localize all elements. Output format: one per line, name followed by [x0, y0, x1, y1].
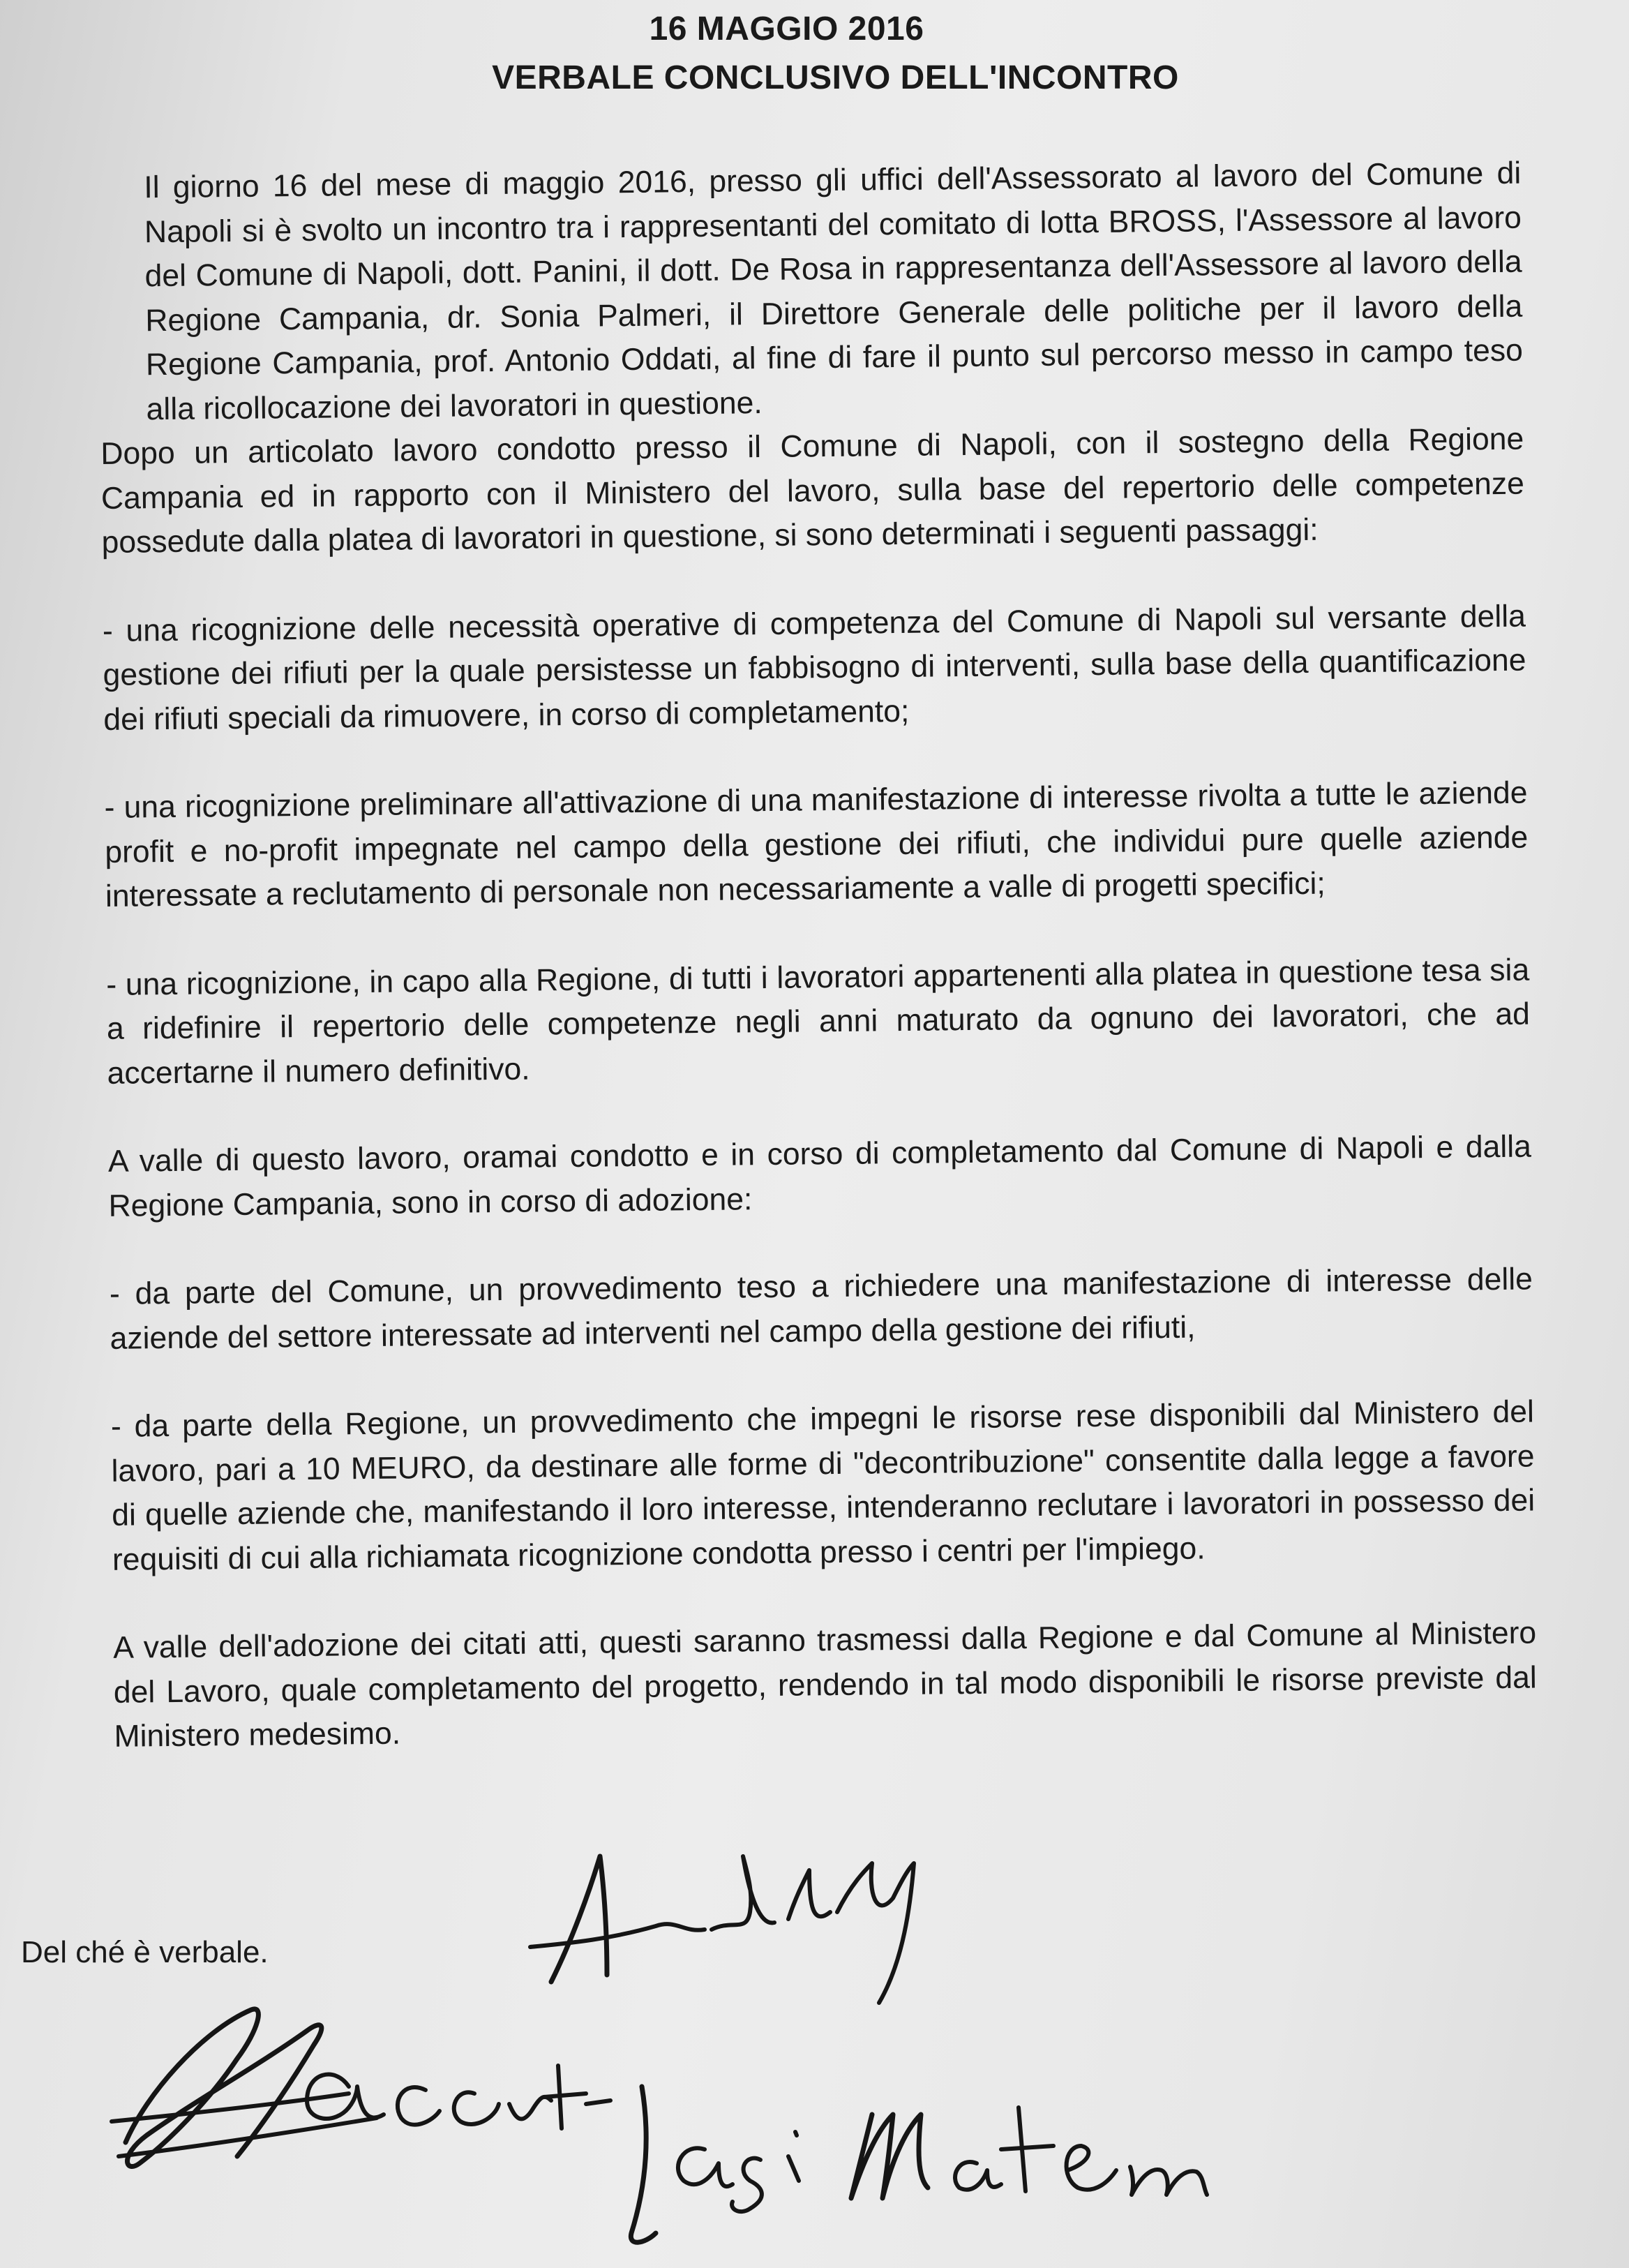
paragraph-intro: Il giorno 16 del mese di maggio 2016, presso gli uffici dell'Assessorato al lavoro del Comune di Napoli si è svolto un incontro tra i rappresentanti del comitato di lotta BROSS, l'Assessore al lavoro del Comune di Napoli, dott. Panini, il dott. De Rosa in rappresentanza dell'Assessore al lavoro della Regione Campania, dr. Sonia Palmeri, il Direttore Generale delle politiche per il lavoro della Regione Campania, prof. Antonio Oddati, al fine di fare il punto sul percorso messo in campo teso alla ricollocazione dei lavoratori in questione. — [144, 156, 1524, 426]
signature-top — [502, 1842, 1005, 2024]
list-item-region-measure: - da parte della Regione, un provvedimento che impegni le risorse rese disponibili dal Ministero del lavoro, pari a 10 MEURO, da destinare alle forme di "decontribuzione" consentite dalla legge a favore di quelle aziende che, manifestando il loro interesse, intenderanno reclutare i lavoratori in possesso dei requisiti di cui alla richiamata ricognizione condotta presso i centri per l'impiego. — [110, 1394, 1536, 1577]
paragraph-adoption: A valle di questo lavoro, oramai condotto e in corso di completamento dal Comune di Napoli e dalla Regione Campania, sono in corso di adozione: — [107, 1129, 1532, 1223]
document-title: VERBALE CONCLUSIVO DELL'INCONTRO — [492, 59, 1179, 96]
document-date: 16 MAGGIO 2016 — [649, 10, 924, 47]
list-item-waste-needs: - una ricognizione delle necessità operative di competenza del Comune di Napoli sul versante della gestione dei rifiuti per la quale persistesse un fabbisogno di interventi, sulla base della quantificazione dei rifiuti speciali da rimuovere, in corso di completamento; — [102, 599, 1526, 737]
closing-statement: Del ché è verbale. — [21, 1935, 269, 1969]
signature-bottom — [600, 2066, 1228, 2268]
list-item-municipality-measure: - da parte del Comune, un provvedimento teso a richiedere una manifestazione di interesse delle aziende del settore interessate ad interventi nel campo della gestione dei rifiuti, — [109, 1262, 1533, 1356]
list-item-workers-survey: - una ricognizione, in capo alla Regione, di tutti i lavoratori appartenenti alla platea in questione tesa sia a ridefinire il repertorio delle competenze negli anni maturato da ognuno dei lavoratori, che ad accertarne il numero definitivo. — [106, 953, 1531, 1091]
paragraph-context: Dopo un articolato lavoro condotto presso il Comune di Napoli, con il sostegno della Regione Campania ed in rapporto con il Ministero del lavoro, sulla base del repertorio delle competenze possedute dalla platea di lavoratori in questione, si sono determinati i seguenti passaggi: — [100, 421, 1525, 560]
paragraph-transmission: A valle dell'adozione dei citati atti, questi saranno trasmessi dalla Regione e dal Comune al Ministero del Lavoro, quale completamento del progetto, rendendo in tal modo disponibili le risorse previste dal Ministero medesimo. — [112, 1616, 1538, 1754]
list-item-expression-of-interest: - una ricognizione preliminare all'attivazione di una manifestazione di interesse rivolta a tutte le aziende profit e no-profit impegnate nel campo della gestione dei rifiuti, che individui pure quelle aziende interessate a reclutamento di personale non necessariamente a valle di progetti specifici; — [104, 775, 1529, 913]
document-body — [98, 151, 1538, 1759]
